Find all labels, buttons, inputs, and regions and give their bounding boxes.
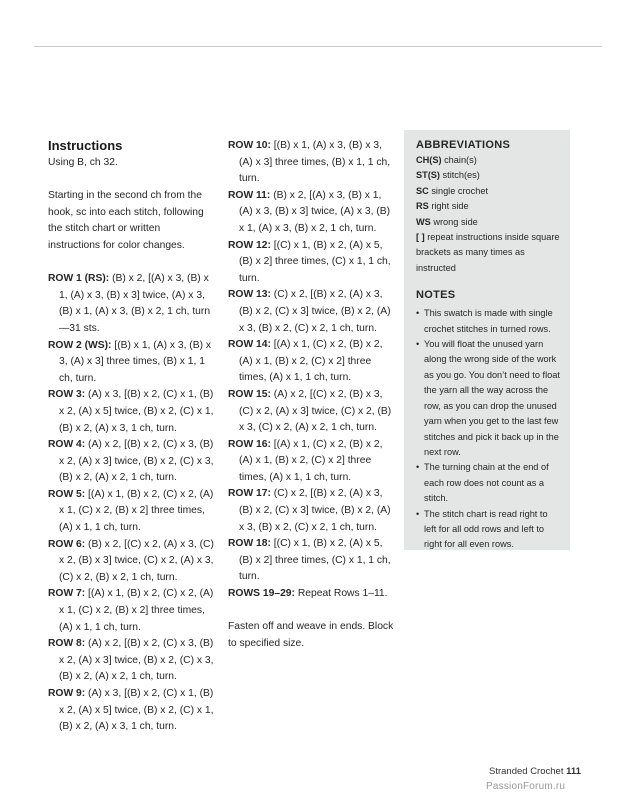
instruction-row <box>48 487 214 537</box>
abbreviations-sidebar <box>404 130 570 550</box>
note-item: • The stitch chart is read right to left for all odd rows and left to right for all even rows. <box>416 507 562 553</box>
row-label: ROW 14: <box>228 339 271 351</box>
row-text: (A) x 2, [(B) x 2, (C) x 3, (B) x 2, (A) x 3] twice, (B) x 2, (C) x 3, (B) x 2, (A) x 2, 1 ch, turn. <box>59 638 214 683</box>
row-label: ROW 11: <box>228 189 271 201</box>
intro-text: Using B, ch 32. <box>48 157 118 168</box>
top-rule <box>34 46 602 47</box>
abbreviations-heading: ABBREVIATIONS <box>416 139 511 151</box>
instruction-row <box>228 287 394 337</box>
abbreviation-definition: chain(s) <box>441 155 477 165</box>
row-label: ROW 6: <box>48 538 86 550</box>
row-text: [(A) x 1, (C) x 2, (B) x 2, (A) x 1, (B) x 2, (C) x 2] three times, (A) x 1, 1 ch, turn. <box>239 438 383 483</box>
row-label: ROW 7: <box>48 588 86 600</box>
row-label: ROW 1 (RS): <box>48 273 110 285</box>
abbreviation-definition: repeat instructions inside square brackets as many times as instructed <box>416 232 560 273</box>
instruction-row <box>228 138 394 188</box>
row-label: ROW 4: <box>48 439 86 451</box>
row-text: (B) x 2, [(C) x 2, (A) x 3, (C) x 2, (B) x 3] twice, (C) x 2, (A) x 3, (C) x 2, (B) x 2, 1 ch, turn. <box>59 538 214 583</box>
row-label: ROW 3: <box>48 389 86 401</box>
note-item: • You will float the unused yarn along the wrong side of the work as you go. You don’t need to float the yarn all the way across the row, as you can drop the unused yarn when you get to the last few stitches and pick it back up in the next row. <box>416 337 562 460</box>
row-text: (A) x 3, [(B) x 2, (C) x 1, (B) x 2, (A) x 5] twice, (B) x 2, (C) x 1, (B) x 2, (A) x 3, 1 ch, turn. <box>59 389 214 434</box>
row-label: ROW 17: <box>228 488 271 500</box>
abbreviation-term: WS <box>416 216 431 227</box>
abbreviation-definition: wrong side <box>430 216 478 227</box>
row-text: [(C) x 1, (B) x 2, (A) x 5, (B) x 2] three times, (C) x 1, 1 ch, turn. <box>239 538 391 583</box>
row-label: ROW 12: <box>228 239 271 251</box>
row-text: Repeat Rows 1–11. <box>294 588 388 600</box>
row-text: [(A) x 1, (C) x 2, (B) x 2, (A) x 1, (B) x 2, (C) x 2] three times, (A) x 1, 1 ch, turn. <box>239 339 383 384</box>
abbreviation-item <box>416 184 562 199</box>
instruction-row <box>48 338 214 388</box>
page-footer <box>489 766 581 777</box>
abbreviation-term: SC <box>416 185 429 196</box>
abbreviations-list <box>416 153 562 276</box>
notes-list <box>416 306 562 553</box>
row-text: [(B) x 1, (A) x 3, (B) x 3, (A) x 3] three times, (B) x 1, 1 ch, turn. <box>239 140 391 185</box>
watermark: PassionForum.ru <box>486 781 566 792</box>
row-label: ROWS 19–29: <box>228 588 295 600</box>
abbreviation-definition: stitch(es) <box>440 170 480 181</box>
rows-list-2 <box>228 138 394 603</box>
row-text: (C) x 2, [(B) x 2, (A) x 3, (B) x 2, (C) x 3] twice, (B) x 2, (A) x 3, (B) x 2, (C) x 2, 1 ch, turn. <box>239 488 391 533</box>
abbreviation-term: CH(S) <box>416 155 442 165</box>
instruction-row <box>228 188 394 238</box>
row-text: (A) x 2, [(B) x 2, (C) x 3, (B) x 2, (A) x 3] twice, (B) x 2, (C) x 3, (B) x 2, (A) x 2, 1 ch, turn. <box>59 439 214 484</box>
finishing-text: Fasten off and weave in ends. Block to specified size. <box>228 621 394 649</box>
instruction-row <box>228 486 394 536</box>
note-item: • This swatch is made with single crochet stitches in turned rows. <box>416 306 562 337</box>
book-title: Stranded Crochet <box>489 766 564 777</box>
instruction-row <box>48 387 214 437</box>
instruction-row <box>48 636 214 686</box>
instruction-row <box>48 686 214 736</box>
row-text: (B) x 2, [(A) x 3, (B) x 1, (A) x 3, (B) x 3] twice, (A) x 3, (B) x 1, (A) x 3, (B) x 2, 1 ch, turn. <box>239 189 391 234</box>
row-text: [(A) x 1, (B) x 2, (C) x 2, (A) x 1, (C) x 2, (B) x 2] three times, (A) x 1, 1 ch, turn. <box>59 588 214 633</box>
notes-heading: NOTES <box>416 289 456 302</box>
row-text: (A) x 2, [(C) x 2, (B) x 3, (C) x 2, (A) x 3] twice, (C) x 2, (B) x 3, (C) x 2, (A) x 2, 1 ch, turn. <box>239 388 392 434</box>
row-label: ROW 18: <box>228 538 271 550</box>
row-label: ROW 10: <box>228 140 271 151</box>
instructions-paragraph: Starting in the second ch from the hook, sc into each stitch, following the stitch chart or written instructions for color changes. <box>48 190 204 251</box>
instruction-row <box>228 238 394 288</box>
instruction-row <box>228 387 394 437</box>
abbreviation-term: RS <box>416 201 429 212</box>
instruction-row <box>48 271 214 337</box>
abbreviation-item <box>416 230 562 276</box>
abbreviation-definition: single crochet <box>428 185 489 196</box>
instruction-row <box>228 536 394 586</box>
instructions-column-1 <box>48 138 214 736</box>
row-label: ROW 9: <box>48 688 86 699</box>
abbreviation-term: ST(S) <box>416 170 440 181</box>
row-label: ROW 15: <box>228 388 271 400</box>
row-label: ROW 5: <box>48 488 86 500</box>
abbreviation-item <box>416 168 562 183</box>
instruction-row <box>48 586 214 636</box>
instruction-row <box>228 337 394 387</box>
row-text: (B) x 2, [(A) x 3, (B) x 1, (A) x 3, (B) x 3] twice, (A) x 3, (B) x 1, (A) x 3, (B) x 2, 1 ch, turn—31 sts. <box>59 273 211 334</box>
row-text: [(B) x 1, (A) x 3, (B) x 3, (A) x 3] three times, (B) x 1, 1 ch, turn. <box>59 339 212 384</box>
page-number: 111 <box>566 766 581 777</box>
rows-list-1 <box>48 271 214 736</box>
row-text: (C) x 2, [(B) x 2, (A) x 3, (B) x 2, (C) x 3] twice, (B) x 2, (A) x 3, (B) x 2, (C) x 2, 1 ch, turn. <box>239 289 391 334</box>
row-label: ROW 8: <box>48 638 86 650</box>
instruction-row <box>48 437 214 487</box>
instruction-row <box>228 437 394 487</box>
note-item: • The turning chain at the end of each row does not count as a stitch. <box>416 460 562 506</box>
row-label: ROW 13: <box>228 289 271 301</box>
instruction-row <box>48 537 214 587</box>
instructions-column-2 <box>228 138 394 669</box>
row-text: [(A) x 1, (B) x 2, (C) x 2, (A) x 1, (C) x 2, (B) x 2] three times, (A) x 1, 1 ch, turn. <box>59 488 214 534</box>
abbreviation-term: [ ] <box>416 232 425 243</box>
abbreviation-definition: right side <box>428 201 469 212</box>
row-text: [(C) x 1, (B) x 2, (A) x 5, (B) x 2] three times, (C) x 1, 1 ch, turn. <box>239 239 391 284</box>
row-label: ROW 2 (WS): <box>48 339 112 351</box>
abbreviation-item <box>416 215 562 230</box>
row-text: (A) x 3, [(B) x 2, (C) x 1, (B) x 2, (A) x 5] twice, (B) x 2, (C) x 1, (B) x 2, (A) x 3, 1 ch, turn. <box>59 688 214 733</box>
abbreviation-item <box>416 153 562 168</box>
instruction-row <box>228 586 394 603</box>
instructions-heading: Instructions <box>48 138 123 153</box>
abbreviation-item <box>416 199 562 214</box>
row-label: ROW 16: <box>228 438 271 450</box>
